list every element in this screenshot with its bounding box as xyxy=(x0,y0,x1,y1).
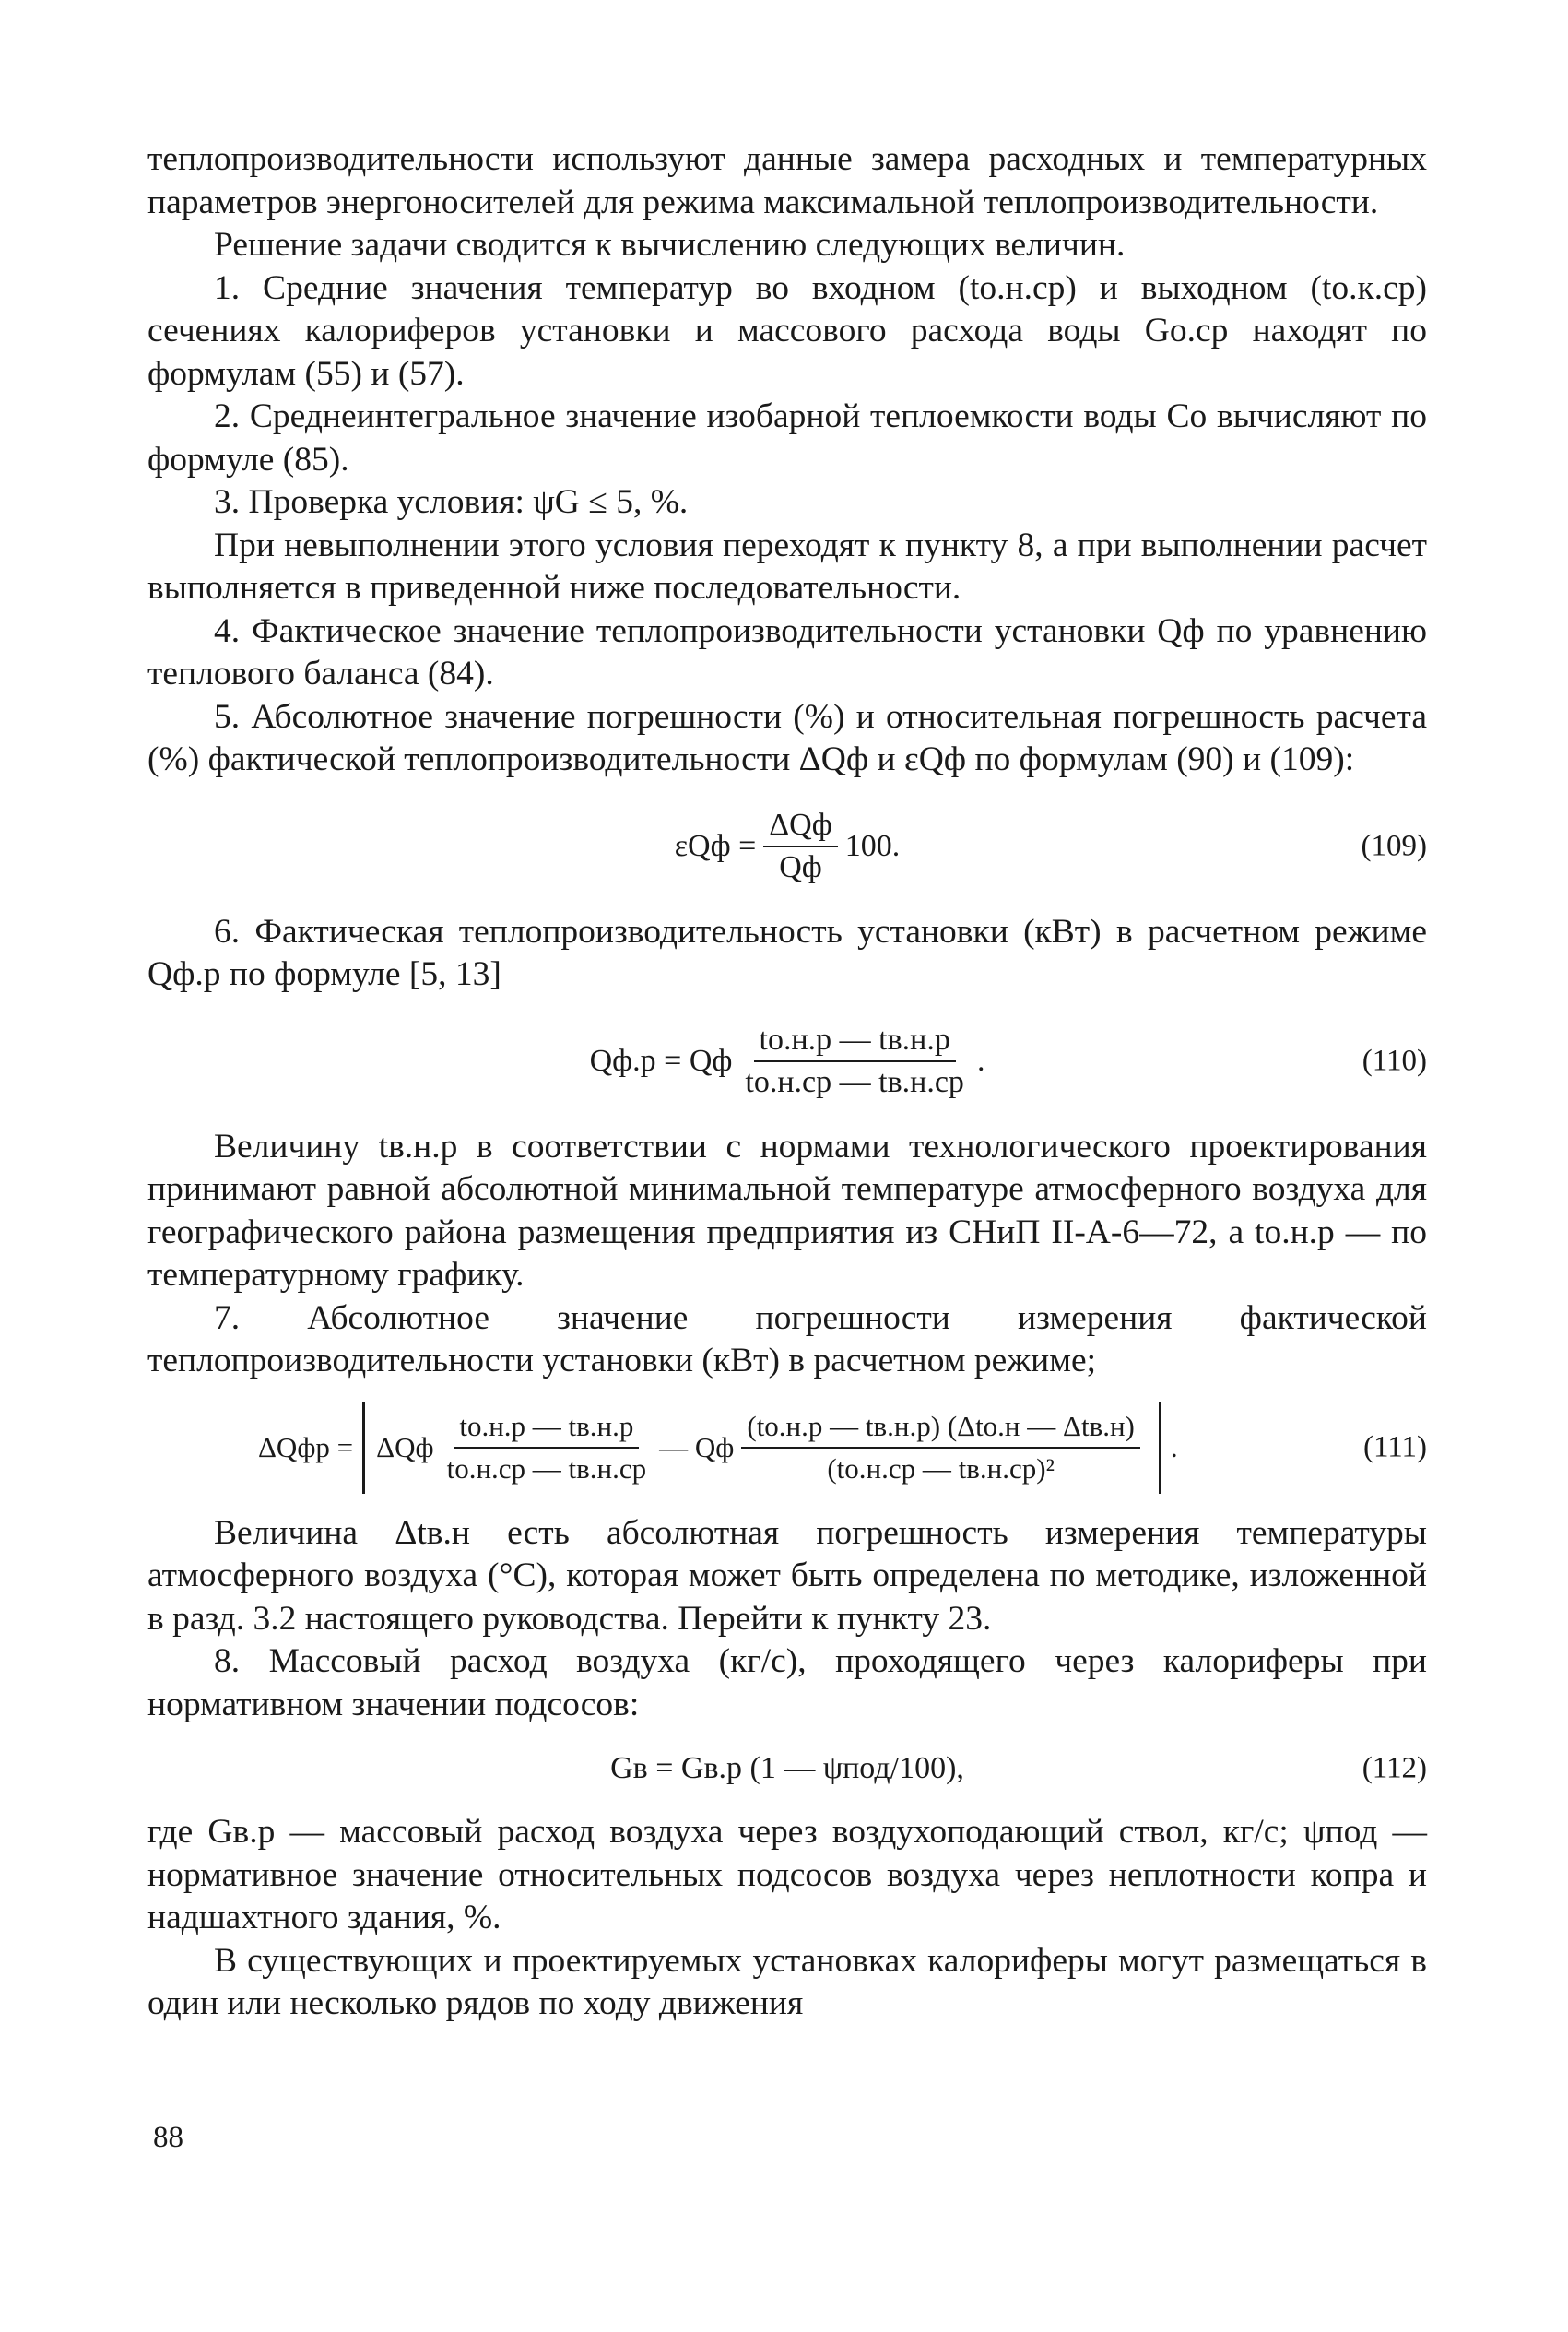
paragraph-7: 4. Фактическое значение теплопроизводительности установки Qф по уравнению теплового баланса (84). xyxy=(147,611,1427,692)
paragraph-5: 3. Проверка условия: ψG ≤ 5, %. xyxy=(214,483,689,521)
eq111-denominator-2: (tо.н.ср — tв.н.ср)² xyxy=(827,1451,1055,1485)
eq111-numerator-2: (tо.н.р — tв.н.р) (Δtо.н — Δtв.н) xyxy=(741,1408,1140,1449)
eq109-denominator: Qф xyxy=(779,849,822,884)
eq111-fraction-2 xyxy=(741,1408,1140,1487)
eq111-tail: . xyxy=(1170,1430,1178,1463)
page-number: 88 xyxy=(153,2121,183,2154)
paragraph-2: Решение задачи сводится к вычислению следующих величин. xyxy=(214,226,1126,264)
eq111-lhs: ΔQфр = xyxy=(258,1430,354,1463)
eq109-tail: 100. xyxy=(844,828,901,863)
paragraph-9: 6. Фактическая теплопроизводительность установки (кВт) в расчетном режиме Qф.р по формуле [5, 13] xyxy=(147,912,1427,993)
equation-112 xyxy=(147,1726,1427,1811)
eq111-term1-prefix: ΔQф xyxy=(376,1430,434,1463)
eq110-fraction xyxy=(739,1022,970,1101)
equation-109 xyxy=(147,782,1427,911)
eq110-lhs: Qф.р = Qф xyxy=(589,1043,733,1078)
eq110-numerator: tо.н.р — tв.н.р xyxy=(754,1022,956,1062)
eq110-number: (110) xyxy=(1362,1044,1427,1077)
eq112-number: (112) xyxy=(1362,1751,1427,1785)
eq109-fraction xyxy=(763,807,837,886)
eq109-number: (109) xyxy=(1361,829,1427,862)
eq111-fraction-1 xyxy=(442,1408,653,1487)
paragraph-3: 1. Средние значения температур во входном (tо.н.ср) и выходном (tо.к.ср) сечениях калориферов установки и массового расхода воды Gо.ср находят по формулам (55) и (57). xyxy=(147,268,1427,393)
equation-111 xyxy=(147,1383,1427,1512)
paragraph-14: где Gв.р — массовый расход воздуха через воздухоподающий ствол, кг/с; ψпод — нормативное значение относительных подсосов воздуха через неплотности копра и надшахтного здания, %. xyxy=(147,1813,1427,1936)
eq111-absolute-value xyxy=(362,1402,1161,1494)
paragraph-6: При невыполнении этого условия переходят к пункту 8, а при выполнении расчет выполняется в приведенной ниже последовательности. xyxy=(147,526,1427,607)
paragraph-10: Величину tв.н.р в соответствии с нормами технологического проектирования принимают равной абсолютной минимальной температуре атмосферного воздуха для географического района размещения предприятия из СНиП II-А-6—72, а tо.н.р — по температурному графику. xyxy=(147,1127,1427,1294)
paragraph-11: 7. Абсолютное значение погрешности измерения фактической теплопроизводительности установки (кВт) в расчетном режиме; xyxy=(147,1298,1427,1379)
eq109-lhs: εQф = xyxy=(674,828,757,863)
eq111-number: (111) xyxy=(1362,1430,1427,1463)
paragraph-15: В существующих и проектируемых установках калориферы могут размещаться в один или несколько рядов по ходу движения xyxy=(147,1941,1427,2022)
equation-110 xyxy=(147,997,1427,1126)
paragraph-12: Величина Δtв.н есть абсолютная погрешность измерения температуры атмосферного воздуха (°С), которая может быть определена по методике, изложенной в разд. 3.2 настоящего руководства. Перейти к пункту 23. xyxy=(147,1513,1427,1638)
eq111-minus-term: — Qф xyxy=(659,1430,735,1463)
eq111-numerator-1: tо.н.р — tв.н.р xyxy=(454,1408,639,1449)
eq112-expression: Gв = Gв.р (1 — ψпод/100), xyxy=(610,1751,964,1785)
eq110-denominator: tо.н.ср — tв.н.ср xyxy=(745,1064,964,1099)
eq109-numerator: ΔQф xyxy=(763,807,837,847)
eq111-denominator-1: tо.н.ср — tв.н.ср xyxy=(446,1451,647,1485)
paragraph-1: теплопроизводительности используют данные замера расходных и температурных параметров энергоносителей для режима максимальной теплопроизводительности. xyxy=(147,140,1427,221)
paragraph-8: 5. Абсолютное значение погрешности (%) и относительная погрешность расчета (%) фактической теплопроизводительности ΔQф и εQф по формулам (90) и (109): xyxy=(147,697,1427,778)
paragraph-13: 8. Массовый расход воздуха (кг/с), проходящего через калориферы при нормативном значении подсосов: xyxy=(147,1642,1427,1723)
paragraph-4: 2. Среднеинтегральное значение изобарной теплоемкости воды Cо вычисляют по формуле (85). xyxy=(147,397,1427,479)
eq110-tail: . xyxy=(976,1043,985,1078)
